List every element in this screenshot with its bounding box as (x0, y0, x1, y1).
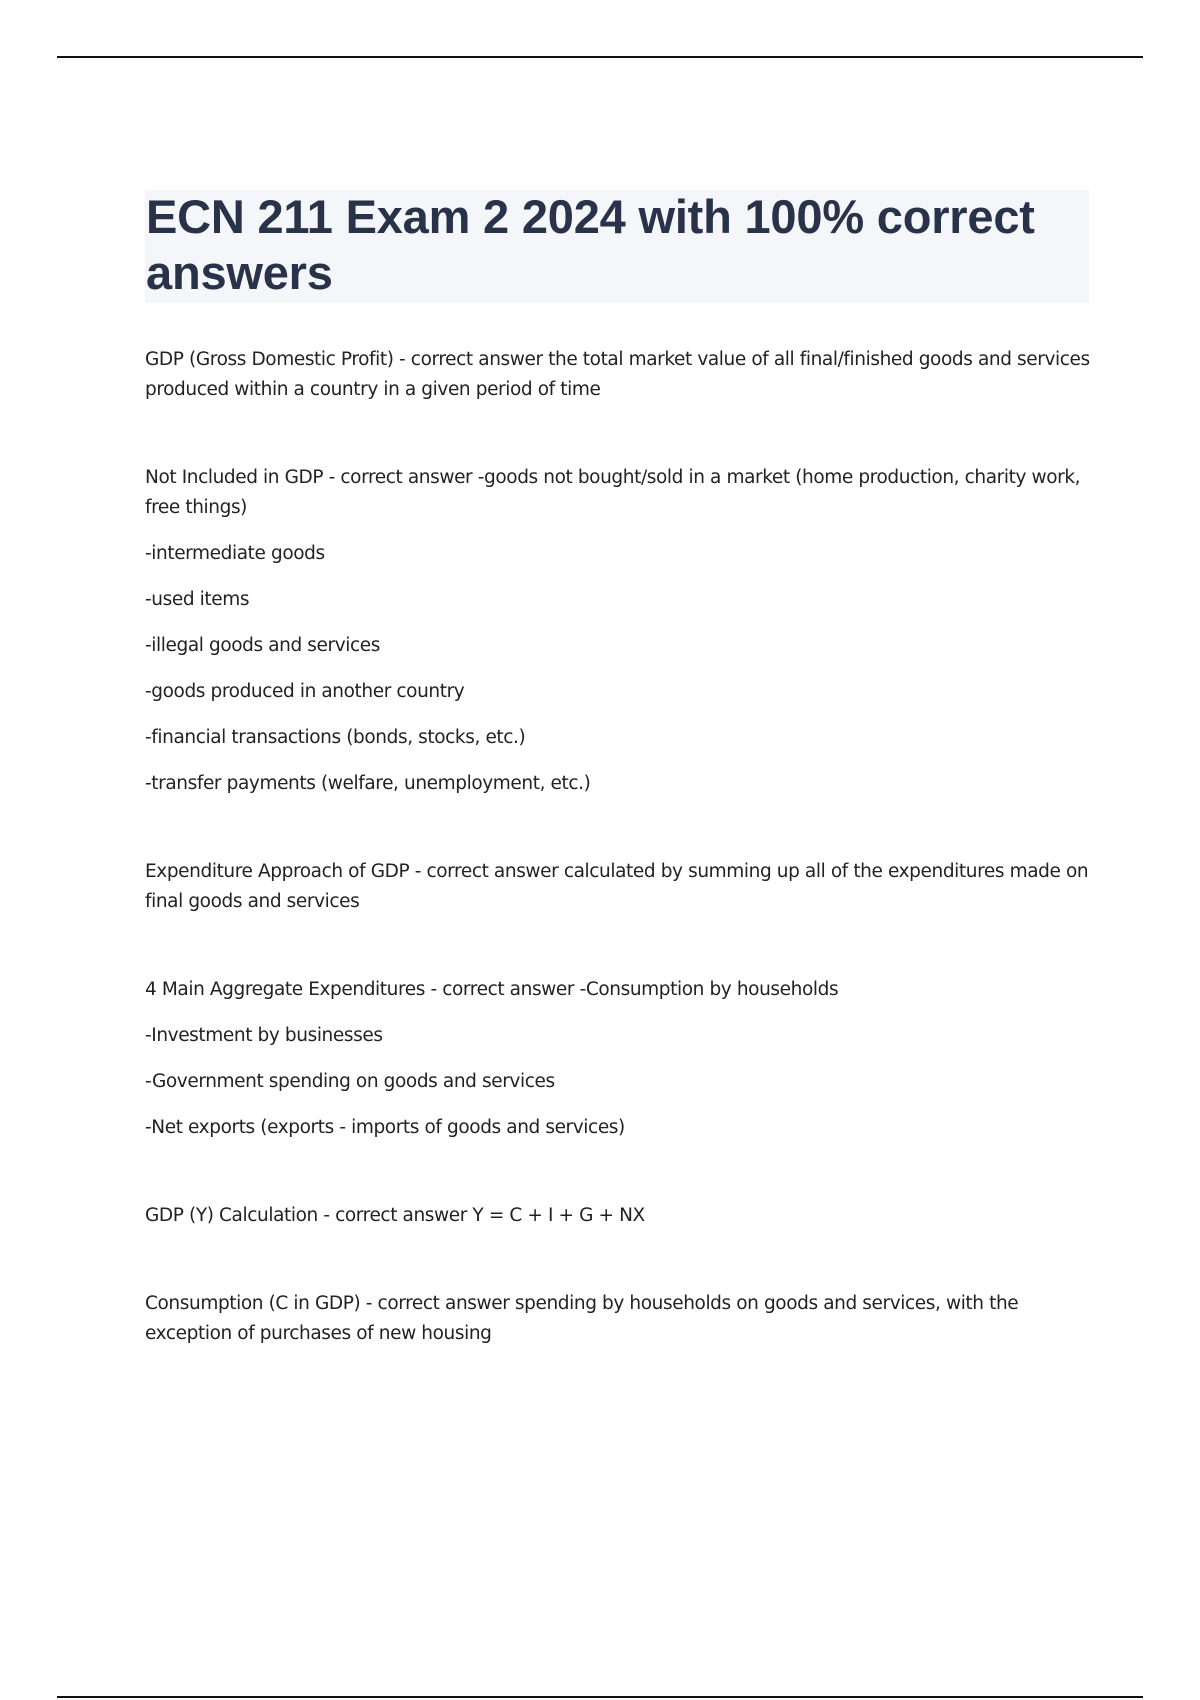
qa-list-item: -Government spending on goods and services (145, 1071, 555, 1092)
qa-text: GDP (Y) Calculation - correct answer Y = C + I + G + NX (145, 1205, 645, 1226)
qa-text: Consumption (C in GDP) - correct answer spending by households on goods and services, with the exception of purchases of new housing (145, 1293, 1019, 1344)
qa-list-item: -used items (145, 589, 250, 610)
qa-entry-expenditure-approach (145, 857, 1090, 917)
qa-list-item: -Net exports (exports - imports of goods and services) (145, 1117, 625, 1138)
qa-list-item: -illegal goods and services (145, 635, 381, 656)
qa-text: Not Included in GDP - correct answer -goods not bought/sold in a market (home production, charity work, free things) (145, 467, 1081, 518)
qa-text: 4 Main Aggregate Expenditures - correct answer -Consumption by households (145, 979, 839, 1000)
qa-list-item: -financial transactions (bonds, stocks, etc.) (145, 727, 526, 748)
qa-entry-gdp-calculation (145, 1201, 1090, 1231)
qa-entry-gdp-definition (145, 345, 1090, 405)
qa-list-item: -Investment by businesses (145, 1025, 383, 1046)
bottom-divider (57, 1696, 1143, 1698)
qa-entry-consumption (145, 1289, 1090, 1349)
qa-text: Expenditure Approach of GDP - correct answer calculated by summing up all of the expenditures made on final goods and services (145, 861, 1089, 912)
document-title: ECN 211 Exam 2 2024 with 100% correct answers (146, 190, 1035, 299)
qa-list-item: -transfer payments (welfare, unemployment, etc.) (145, 773, 591, 794)
qa-list-item: -goods produced in another country (145, 681, 465, 702)
qa-entry-not-included-in-gdp (145, 463, 1090, 799)
document-body (145, 345, 1090, 1407)
qa-text: GDP (Gross Domestic Profit) - correct answer the total market value of all final/finished goods and services produced within a country in a given period of time (145, 349, 1090, 400)
qa-list-item: -intermediate goods (145, 543, 325, 564)
qa-entry-aggregate-expenditures (145, 975, 1090, 1143)
top-divider (57, 56, 1143, 58)
